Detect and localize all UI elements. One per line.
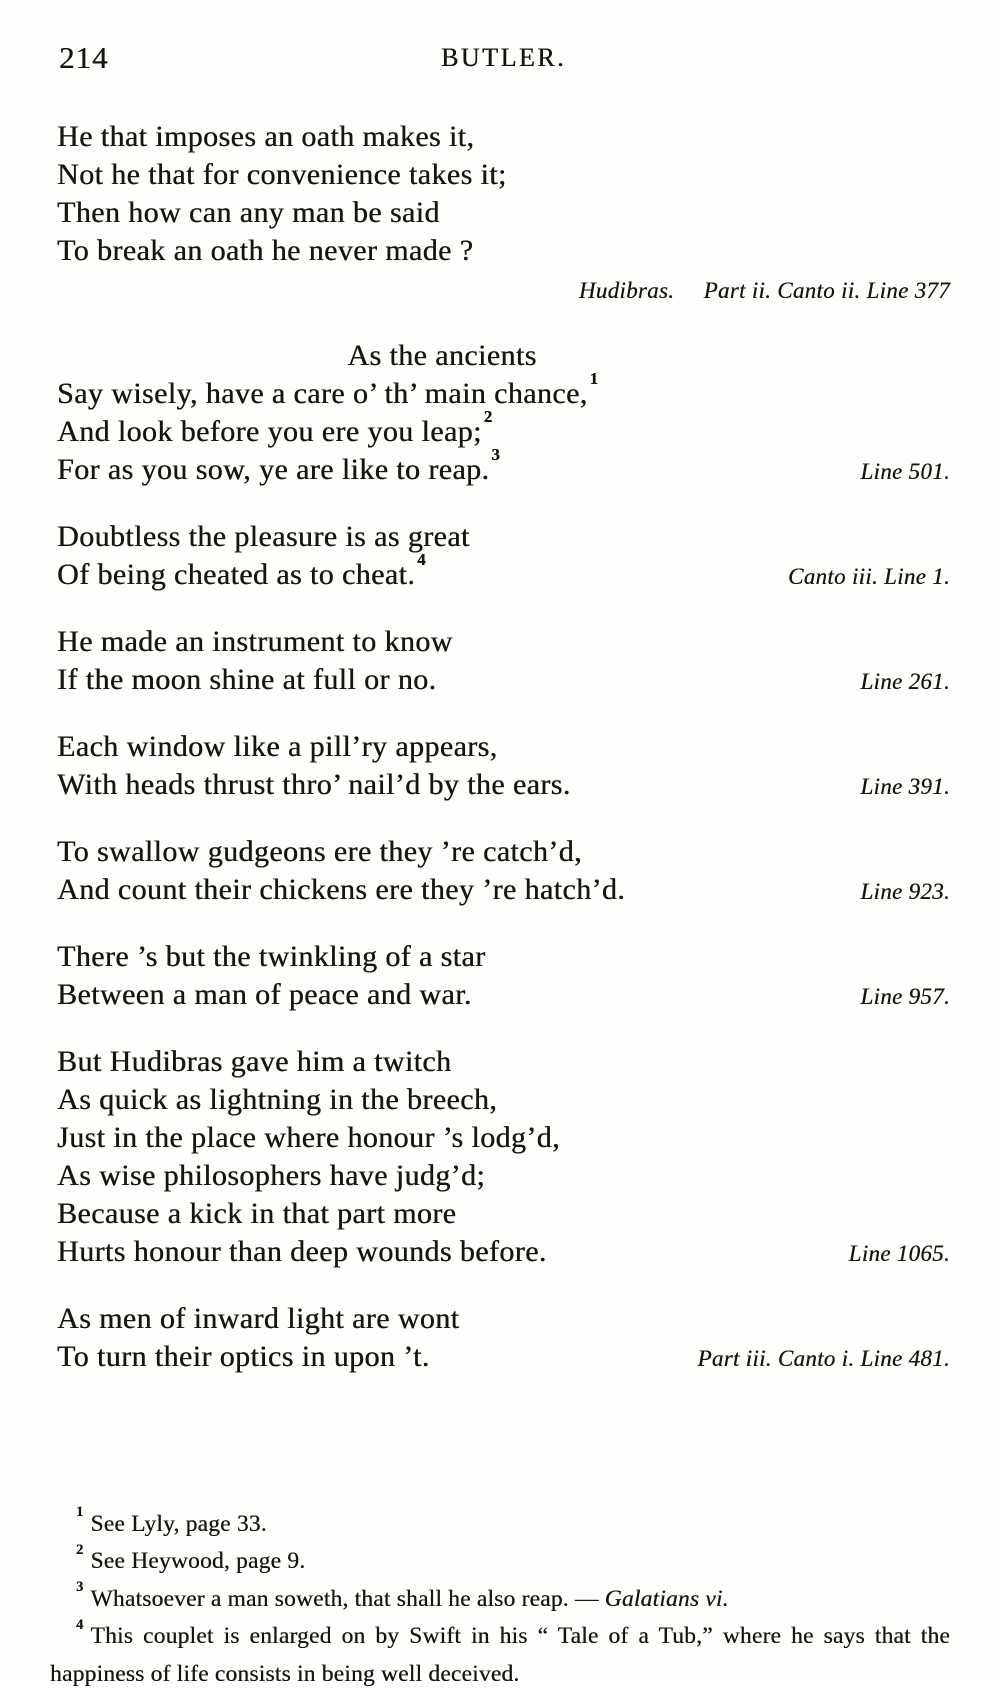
- verse-line: He made an instrument to know: [57, 625, 453, 658]
- verse-line: To swallow gudgeons ere they ’re catch’d,: [57, 835, 582, 868]
- verse-row: [57, 550, 950, 596]
- quote-citation: Line 501.: [860, 459, 950, 484]
- citation-row: [57, 270, 950, 310]
- quote-citation: Line 957.: [860, 984, 950, 1009]
- verse-line: To turn their optics in upon ’t.: [57, 1340, 430, 1373]
- verse-line: And look before you ere you leap; $^2$: [57, 407, 493, 448]
- footnote-marker: 3: [76, 1579, 84, 1596]
- verse-row: [57, 766, 950, 806]
- verse-line: Not he that for convenience takes it;: [57, 158, 507, 191]
- page-header: [57, 40, 950, 74]
- footnote-ref: 2: [483, 407, 493, 427]
- footnote-marker: 2: [76, 1541, 84, 1558]
- quote-citation: Line 391.: [860, 774, 950, 799]
- footnote-marker: 4: [76, 1616, 84, 1633]
- quote-citation: Canto iii. Line 1.: [788, 564, 950, 589]
- footnote-marker: 1: [76, 1504, 84, 1521]
- verse-line: As quick as lightning in the breech,: [57, 1083, 498, 1116]
- footnote-text: See Lyly, page 33.: [90, 1511, 267, 1537]
- quotes-section: [57, 118, 950, 1378]
- quote-citation: Line 923.: [860, 879, 950, 904]
- quote-block: [57, 518, 950, 596]
- footnotes-section: [50, 1506, 950, 1693]
- quote-block: [57, 337, 950, 491]
- verse-row: [57, 445, 950, 491]
- quote-block: [57, 938, 950, 1016]
- verse-line: Say wisely, have a care o’ th’ main chance, $^1$: [57, 369, 599, 410]
- footnote: [50, 1581, 950, 1618]
- footnote-text: Galatians vi.: [604, 1585, 729, 1612]
- verse-row: [57, 661, 950, 701]
- running-head: BUTLER.: [440, 43, 567, 72]
- verse-line: Between a man of peace and war.: [57, 978, 472, 1011]
- verse-line: There ’s but the twinkling of a star: [57, 940, 486, 973]
- footnote: [50, 1618, 950, 1693]
- quote-block: [57, 1300, 950, 1378]
- verse-line: But Hudibras gave him a twitch: [57, 1045, 452, 1078]
- verse-row: [57, 976, 950, 1016]
- verse-line: And count their chickens ere they ’re hatch’d.: [57, 873, 626, 906]
- verse-row: [57, 1338, 950, 1378]
- quote-citation: Line 1065.: [848, 1241, 950, 1266]
- quote-block: [57, 118, 950, 310]
- footnote-text: This couplet is enlarged on by Swift in his “ Tale of a Tub,” where he says that the happiness of life consists in being well deceived.: [50, 1623, 950, 1687]
- quote-citation: Part iii. Canto i. Line 481.: [697, 1346, 950, 1371]
- verse-line: Then how can any man be said: [57, 196, 440, 229]
- verse-line: If the moon shine at full or no.: [57, 663, 437, 696]
- verse-line: For as you sow, ye are like to reap. $^3$: [57, 445, 501, 486]
- verse-line: Each window like a pill’ry appears,: [57, 730, 498, 763]
- quote-block: [57, 1043, 950, 1273]
- verse-line: To break an oath he never made ?: [57, 234, 474, 267]
- quote-block: [57, 728, 950, 806]
- verse-line: As wise philosophers have judg’d;: [57, 1159, 486, 1192]
- page-number: 214: [59, 40, 109, 75]
- verse-line: Hurts honour than deep wounds before.: [57, 1235, 547, 1268]
- verse-line: As men of inward light are wont: [57, 1302, 460, 1335]
- footnote-ref: 4: [417, 550, 426, 570]
- verse-line: Of being cheated as to cheat. $^4$: [57, 550, 426, 591]
- verse-line: He that imposes an oath makes it,: [57, 120, 475, 153]
- verse-row: [57, 1233, 950, 1273]
- quote-block: [57, 623, 950, 701]
- verse-line: Because a kick in that part more: [57, 1197, 457, 1230]
- verse-line: Doubtless the pleasure is as great: [57, 520, 470, 553]
- footnote-ref: 1: [589, 369, 599, 389]
- footnote-text: Whatsoever a man soweth, that shall he also reap. —: [90, 1585, 605, 1612]
- quote-block: [57, 833, 950, 911]
- quote-citation: Hudibras. Part ii. Canto ii. Line 377: [578, 278, 950, 303]
- footnote-ref: 3: [491, 445, 501, 465]
- verse-line: Just in the place where honour ’s lodg’d,: [57, 1121, 560, 1154]
- footnote: [50, 1506, 950, 1543]
- footnote: [50, 1543, 950, 1580]
- verse-row: [57, 871, 950, 911]
- footnote-text: See Heywood, page 9.: [90, 1548, 306, 1575]
- quote-citation: Line 261.: [860, 669, 950, 694]
- verse-line: With heads thrust thro’ nail’d by the ears.: [57, 768, 571, 801]
- verse-line: As the ancients: [347, 339, 537, 372]
